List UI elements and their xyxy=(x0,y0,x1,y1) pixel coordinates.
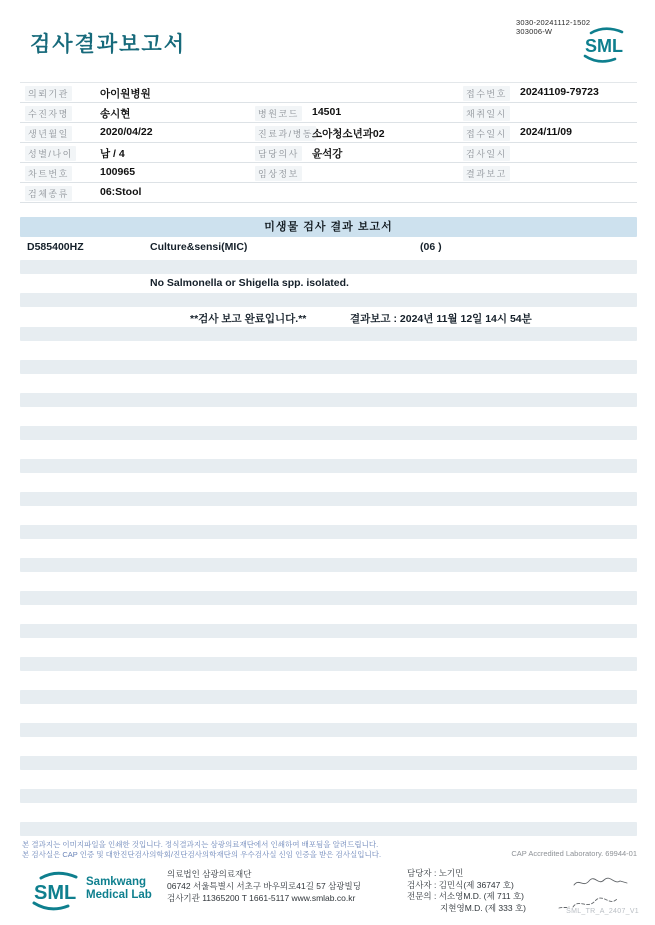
patient-info-row xyxy=(20,183,637,203)
empty-stripe-row xyxy=(20,327,637,341)
info-label: 검사일시 xyxy=(463,146,510,161)
info-label: 의뢰기관 xyxy=(25,86,72,101)
result-test-row xyxy=(20,238,637,256)
lab-brand-line1: Samkwang xyxy=(86,876,147,888)
info-label: 채취일시 xyxy=(463,106,510,121)
lab-address-block xyxy=(167,868,361,904)
lab-address: 06742 서울특별시 서초구 바우뫼로41길 57 삼광빌딩 xyxy=(167,881,361,891)
staff-line: 전문의 : 서소영M.D. (제 711 호) xyxy=(407,891,525,901)
info-label: 검체종류 xyxy=(25,186,72,201)
results-section-title: 미생물 검사 결과 보고서 xyxy=(20,217,637,237)
info-label: 담당의사 xyxy=(255,146,302,161)
empty-stripe-row xyxy=(20,723,637,737)
report-complete-row xyxy=(20,311,637,323)
empty-stripe-row xyxy=(20,260,637,274)
document-number-line2: 303006-W xyxy=(516,27,553,36)
empty-stripe-row xyxy=(20,426,637,440)
empty-stripe-row xyxy=(20,459,637,473)
info-value: 아이원병원 xyxy=(100,88,151,100)
info-value: 06:Stool xyxy=(100,186,142,198)
info-value: 소아청소년과02 xyxy=(312,128,385,140)
lab-organization: 의료법인 삼광의료재단 xyxy=(167,869,252,879)
info-value: 남 / 4 xyxy=(100,148,125,160)
patient-info-row xyxy=(20,123,637,143)
empty-stripe-row xyxy=(20,525,637,539)
info-label: 접수번호 xyxy=(463,86,510,101)
disclaimer-line1: 본 결과지는 이미지파일을 인쇄한 것입니다. 정식결과지는 삼광의료재단에서 인쇄하여 배포됨을 알려드립니다. xyxy=(22,840,379,849)
test-name: Culture&sensi(MIC) xyxy=(150,241,248,253)
info-label: 성별/나이 xyxy=(25,146,76,161)
empty-stripe-row xyxy=(20,558,637,572)
info-label: 임상정보 xyxy=(255,166,302,181)
document-numbers xyxy=(516,18,590,36)
empty-stripe-row xyxy=(20,822,637,836)
empty-stripe-row xyxy=(20,492,637,506)
info-label: 병원코드 xyxy=(255,106,302,121)
results-rows xyxy=(20,238,637,836)
cap-accreditation-note: CAP Accredited Laboratory. 69944-01 xyxy=(511,849,637,858)
info-label: 차트번호 xyxy=(25,166,72,181)
patient-info-row xyxy=(20,103,637,123)
examiner-signature-icon xyxy=(572,876,630,894)
empty-stripe-row xyxy=(20,360,637,374)
staff-line: 담당자 : 노기민 xyxy=(407,868,464,878)
svg-text:SML: SML xyxy=(585,36,623,56)
svg-text:SML: SML xyxy=(34,882,77,904)
empty-stripe-row xyxy=(20,624,637,638)
lab-brand-name xyxy=(86,876,152,902)
info-label: 수진자명 xyxy=(25,106,72,121)
staff-line: 지현영M.D. (제 333 호) xyxy=(440,902,526,913)
empty-stripe-row xyxy=(20,690,637,704)
result-text-row xyxy=(20,277,637,289)
lab-brand-line2: Medical Lab xyxy=(86,889,152,901)
report-datetime: 결과보고 : 2024년 11월 12일 14시 54분 xyxy=(350,313,532,325)
info-value: 2020/04/22 xyxy=(100,126,153,138)
empty-stripe-row xyxy=(20,657,637,671)
empty-stripe-row xyxy=(20,756,637,770)
test-code: D585400HZ xyxy=(27,241,84,253)
empty-stripe-row xyxy=(20,591,637,605)
disclaimer xyxy=(22,840,637,859)
empty-stripe-row xyxy=(20,393,637,407)
empty-stripe-row xyxy=(20,789,637,803)
form-version-label: SML_TR_A_2407_V1 xyxy=(566,908,639,915)
patient-info-row xyxy=(20,143,637,163)
footer xyxy=(22,866,637,916)
staff-block xyxy=(407,868,526,914)
results-section xyxy=(20,217,637,836)
staff-line: 검사자 : 김민식(제 36747 호) xyxy=(407,879,514,890)
patient-info-row xyxy=(20,163,637,183)
info-value: 윤석강 xyxy=(312,148,343,160)
sml-logo-icon xyxy=(581,24,627,71)
disclaimer-line2: 본 검사실은 CAP 인증 및 대한진단검사의학회/진단검사의학재단의 우수검사실 신임 인증을 받은 검사실입니다. xyxy=(22,849,382,859)
info-value: 송시현 xyxy=(100,108,131,120)
report-complete-note: **검사 보고 완료입니다.** xyxy=(190,313,307,325)
empty-stripe-row xyxy=(20,293,637,307)
info-value: 100965 xyxy=(100,166,136,178)
document-number-line1: 3030-20241112-1502 xyxy=(516,18,591,27)
info-value: 20241109-79723 xyxy=(520,86,599,98)
info-label: 진료과/병동 xyxy=(255,126,316,141)
lab-contact: 검사기관 11365200 T 1661-5117 www.smlab.co.kr xyxy=(167,893,356,903)
page-title: 검사결과보고서 xyxy=(30,33,187,56)
test-specimen-code: (06 ) xyxy=(420,241,442,253)
info-value: 14501 xyxy=(312,106,342,118)
patient-info-row xyxy=(20,83,637,103)
info-label: 생년월일 xyxy=(25,126,72,141)
result-finding: No Salmonella or Shigella spp. isolated. xyxy=(150,277,349,289)
info-label: 접수일시 xyxy=(463,126,510,141)
patient-info-table xyxy=(20,82,637,203)
info-label: 결과보고 xyxy=(463,166,510,181)
info-value: 2024/11/09 xyxy=(520,126,572,138)
sml-logo-footer-icon xyxy=(30,868,82,919)
